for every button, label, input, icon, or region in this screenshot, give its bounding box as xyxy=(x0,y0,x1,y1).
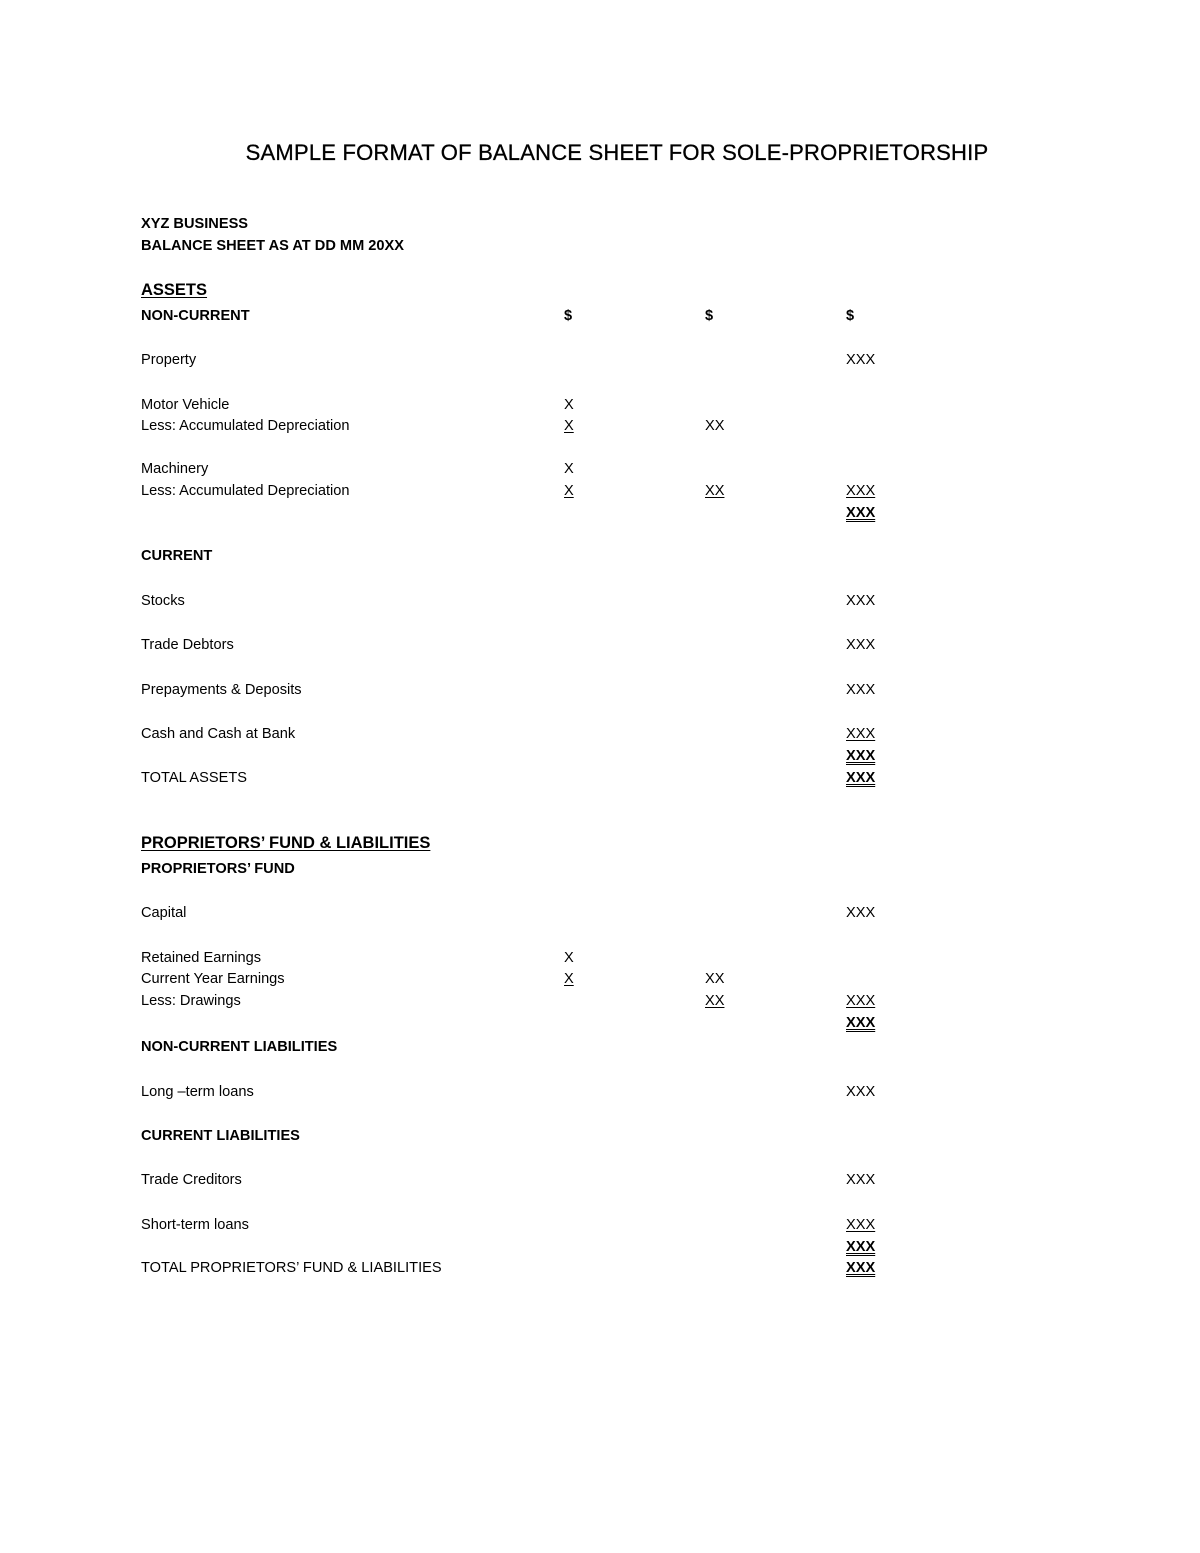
current-year-label: Current Year Earnings xyxy=(141,971,285,987)
fixed-assets-sum: XXX xyxy=(846,483,876,499)
mv-depreciation-value: X xyxy=(564,418,574,434)
long-term-loans-label: Long –term loans xyxy=(141,1084,254,1100)
machinery-label: Machinery xyxy=(141,461,209,477)
prepayments-label: Prepayments & Deposits xyxy=(141,682,302,698)
property-label: Property xyxy=(141,352,197,368)
short-term-loans-label: Short-term loans xyxy=(141,1217,249,1233)
current-liabilities-subtotal: XXX xyxy=(846,1239,876,1255)
proprietors-fund-label: PROPRIETORS’ FUND xyxy=(141,861,295,877)
drawings-label: Less: Drawings xyxy=(141,993,241,1009)
mach-net-value: XX xyxy=(705,483,725,499)
short-term-loans-value: XXX xyxy=(846,1217,876,1233)
stocks-label: Stocks xyxy=(141,593,185,609)
retained-earnings-value: X xyxy=(564,950,574,966)
trade-debtors-value: XXX xyxy=(846,637,876,653)
funds-heading: PROPRIETORS’ FUND & LIABILITIES xyxy=(141,834,431,852)
mv-net-value: XX xyxy=(705,418,725,434)
capital-label: Capital xyxy=(141,905,187,921)
current-label: CURRENT xyxy=(141,548,213,564)
long-term-loans-value: XXX xyxy=(846,1084,876,1100)
total-assets-value: XXX xyxy=(846,770,876,786)
total-funds-value: XXX xyxy=(846,1260,876,1276)
document-title: SAMPLE FORMAT OF BALANCE SHEET FOR SOLE-PROPRIETORSHIP xyxy=(245,140,989,165)
cash-label: Cash and Cash at Bank xyxy=(141,726,296,742)
currency-header-2: $ xyxy=(705,308,714,324)
proprietors-fund-subtotal: XXX xyxy=(846,1015,876,1031)
motor-vehicle-value: X xyxy=(564,397,574,413)
capital-value: XXX xyxy=(846,905,876,921)
cash-value: XXX xyxy=(846,726,876,742)
mach-depreciation-value: X xyxy=(564,483,574,499)
drawings-value: XX xyxy=(705,993,725,1009)
property-value: XXX xyxy=(846,352,876,368)
current-subtotal: XXX xyxy=(846,748,876,764)
total-assets-label: TOTAL ASSETS xyxy=(141,770,247,786)
motor-vehicle-label: Motor Vehicle xyxy=(141,397,230,413)
earnings-sum-value: XX xyxy=(705,971,725,987)
stocks-value: XXX xyxy=(846,593,876,609)
mv-depreciation-label: Less: Accumulated Depreciation xyxy=(141,418,350,434)
current-liabilities-label: CURRENT LIABILITIES xyxy=(141,1128,300,1144)
total-funds-label: TOTAL PROPRIETORS’ FUND & LIABILITIES xyxy=(141,1260,442,1276)
retained-earnings-label: Retained Earnings xyxy=(141,950,262,966)
current-year-value: X xyxy=(564,971,574,987)
mach-depreciation-label: Less: Accumulated Depreciation xyxy=(141,483,350,499)
business-name: XYZ BUSINESS xyxy=(141,216,249,232)
trade-creditors-label: Trade Creditors xyxy=(141,1172,242,1188)
assets-heading: ASSETS xyxy=(141,281,208,299)
currency-header-3: $ xyxy=(846,308,855,324)
machinery-value: X xyxy=(564,461,574,477)
currency-header-1: $ xyxy=(564,308,573,324)
statement-heading: BALANCE SHEET AS AT DD MM 20XX xyxy=(141,238,404,254)
non-current-label: NON-CURRENT xyxy=(141,308,250,324)
net-earnings-value: XXX xyxy=(846,993,876,1009)
non-current-subtotal: XXX xyxy=(846,505,876,521)
trade-creditors-value: XXX xyxy=(846,1172,876,1188)
non-current-liabilities-label: NON-CURRENT LIABILITIES xyxy=(141,1039,338,1055)
prepayments-value: XXX xyxy=(846,682,876,698)
trade-debtors-label: Trade Debtors xyxy=(141,637,234,653)
